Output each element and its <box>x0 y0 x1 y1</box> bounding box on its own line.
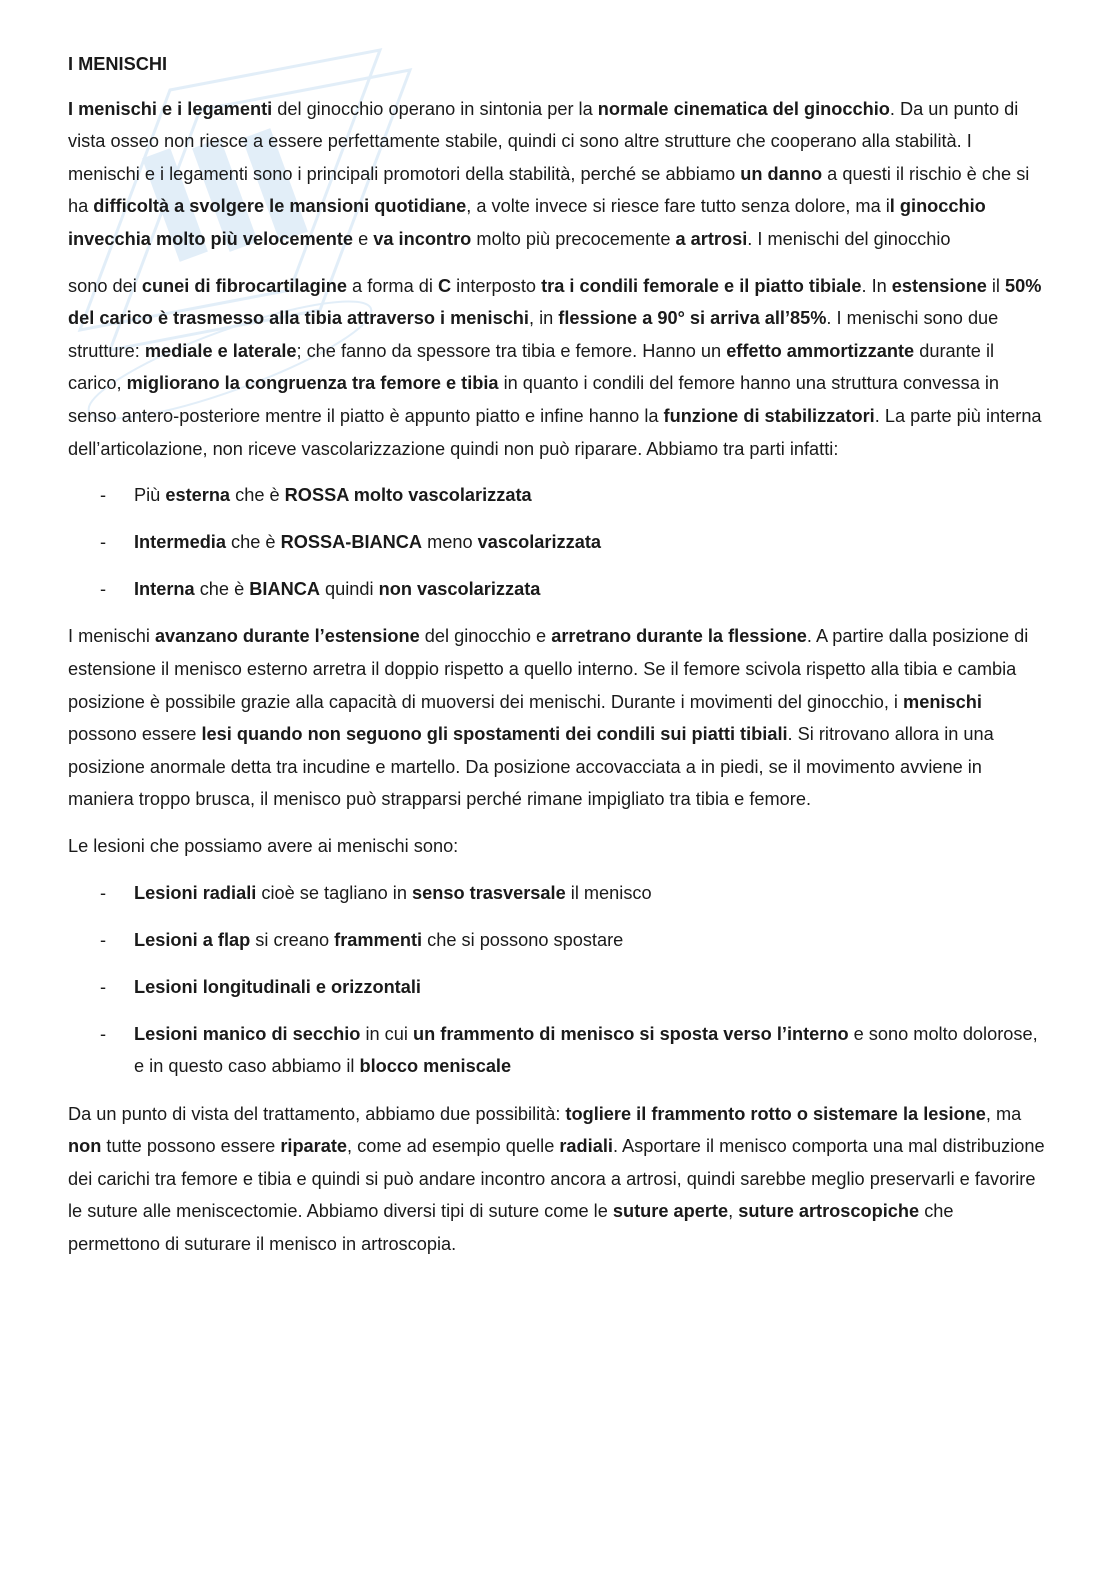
paragraph-intro <box>68 93 1048 256</box>
bold-text-run: menischi <box>903 691 982 712</box>
bold-text-run: mediale e laterale <box>144 340 297 361</box>
bold-text-run: togliere il frammento rotto o sistemare la lesione <box>565 1103 986 1124</box>
paragraph-lesions-intro <box>68 830 1048 863</box>
text-run: del ginocchio e <box>419 626 552 647</box>
bold-text-run: senso trasversale <box>412 882 566 903</box>
bold-text-run: va incontro <box>373 228 472 249</box>
text-run: cioè se tagliano in <box>256 882 413 903</box>
text-run: del ginocchio operano in sintonia per la <box>272 98 598 119</box>
text-run: . Si ritrovano allora in una posizione anormale detta tra incudine e martello. Da posizione accovacciata a in piedi, se il movimento avviene in maniera troppo brusca, il menisco può strapparsi perché rimane impigliato tra tibia e femore. <box>68 724 994 810</box>
text-run: , in <box>528 308 559 329</box>
bold-text-run: un danno <box>740 163 823 184</box>
text-run: . Asportare il menisco comporta una mal distribuzione dei carichi tra femore e tibia e quindi si può andare incontro ancora a artrosi, quindi sarebbe meglio preservarli e favorire le suture alle meniscectomie. Abbiamo diversi tipi di suture come le <box>68 1136 1045 1222</box>
text-run: . In <box>861 275 892 296</box>
bold-text-run: C <box>437 275 452 296</box>
text-run: tutte possono essere <box>101 1136 281 1157</box>
bold-text-run: blocco meniscale <box>359 1056 512 1077</box>
bold-text-run: radiali <box>559 1136 613 1157</box>
text-run: Da un punto di vista del trattamento, abbiamo due possibilità: <box>68 1103 566 1124</box>
bold-text-run: riparate <box>280 1136 348 1157</box>
text-run: meno <box>422 532 478 553</box>
bold-text-run: lesi quando non seguono gli spostamenti dei condili sui piatti tibiali <box>201 724 788 745</box>
document-body <box>68 48 1048 1275</box>
text-run: in cui <box>360 1023 413 1044</box>
bold-text-run: I menischi e i legamenti <box>68 98 273 119</box>
bold-text-run: un frammento di menisco si sposta verso l’interno <box>412 1023 849 1044</box>
text-run: . La parte più interna dell’articolazione, non riceve vascolarizzazione quindi non può riparare. Abbiamo tra parti infatti: <box>68 405 1042 459</box>
text-run: si creano <box>250 929 335 950</box>
bold-text-run: estensione <box>891 275 987 296</box>
bold-text-run: arretrano durante la flessione <box>551 626 807 647</box>
bold-text-run: Intermedia <box>134 532 226 553</box>
text-run: ; che fanno da spessore tra tibia e femore. Hanno un <box>296 340 727 361</box>
bold-text-run: suture aperte <box>612 1201 729 1222</box>
list-bullet-dash: - <box>100 882 107 903</box>
text-run: che permettono di suturare il menisco in artroscopia. <box>68 1201 954 1254</box>
text-run: I menischi <box>68 626 155 647</box>
text-run: che è <box>194 579 250 600</box>
bold-text-run: funzione di stabilizzatori <box>663 405 875 426</box>
text-run: , a volte invece si riesce fare tutto senza dolore, ma i <box>466 196 890 217</box>
text-run: , come ad esempio quelle <box>347 1136 560 1157</box>
bold-text-run: normale cinematica del ginocchio <box>597 98 890 119</box>
paragraph-movement <box>68 620 1048 816</box>
text-run: e sono molto dolorose, e in questo caso abbiamo il <box>134 1023 1038 1077</box>
bold-text-run: Lesioni longitudinali e orizzontali <box>134 976 421 997</box>
list-bullet-dash: - <box>100 976 107 997</box>
text-run: . I menischi del ginocchio <box>747 228 951 249</box>
text-run: , ma <box>985 1103 1022 1124</box>
bold-text-run: Interna <box>134 579 195 600</box>
text-run: a questi il rischio è che si ha <box>68 163 1030 217</box>
text-run: che si possono spostare <box>422 929 624 950</box>
list-bullet-dash: - <box>100 1023 107 1044</box>
lesion-types-list <box>68 877 1048 1083</box>
text-run: quindi <box>319 579 379 600</box>
list-item <box>68 877 1048 910</box>
bold-text-run: difficoltà a svolgere le mansioni quotidiane <box>93 196 467 217</box>
text-run: il <box>986 275 1005 296</box>
text-run: Più <box>134 485 166 506</box>
bold-text-run: non vascolarizzata <box>378 579 541 600</box>
text-run: . I menischi sono due strutture: <box>68 308 999 361</box>
list-bullet-dash: - <box>100 532 107 553</box>
text-run: interposto <box>451 275 542 296</box>
bold-text-run: tra i condili femorale e il piatto tibiale <box>541 275 862 296</box>
bold-text-run: vascolarizzata <box>477 532 602 553</box>
bold-text-run: Lesioni a flap <box>134 929 251 950</box>
text-run: possono essere <box>68 724 202 745</box>
paragraph-structure <box>68 270 1048 466</box>
bold-text-run: Lesioni radiali <box>134 882 257 903</box>
bold-text-run: 50% del carico è trasmesso alla tibia attraverso i menischi <box>68 275 1042 329</box>
bold-text-run: flessione a 90° si arriva all’85% <box>558 308 827 329</box>
list-item <box>68 1018 1048 1083</box>
text-run: che è <box>225 532 281 553</box>
list-item <box>68 526 1048 559</box>
bold-text-run: cunei di fibrocartilagine <box>141 275 347 296</box>
list-item <box>68 924 1048 957</box>
list-item <box>68 479 1048 512</box>
bold-text-run: frammenti <box>334 929 423 950</box>
list-item <box>68 971 1048 1004</box>
paragraph-treatment <box>68 1098 1048 1261</box>
bold-text-run: non <box>68 1136 102 1157</box>
text-run: . A partire dalla posizione di estensione il menisco esterno arretra il doppio rispetto a quello interno. Se il femore scivola rispetto alla tibia e cambia posizione è possibile grazie alla capacità di muoversi dei menischi. Durante i movimenti del ginocchio, i <box>68 626 1029 712</box>
text-run: Le lesioni che possiamo avere ai menischi sono: <box>68 835 459 856</box>
bold-text-run: BIANCA <box>249 579 320 600</box>
text-run: , <box>728 1201 739 1222</box>
list-bullet-dash: - <box>100 485 107 506</box>
bold-text-run: ROSSA molto vascolarizzata <box>284 485 532 506</box>
text-run: . Da un punto di vista osseo non riesce a essere perfettamente stabile, quindi ci sono altre strutture che cooperano alla stabilità. I menischi e i legamenti sono i principali promotori della stabilità, perché se abbiamo <box>68 98 1019 184</box>
bold-text-run: ROSSA-BIANCA <box>280 532 423 553</box>
list-bullet-dash: - <box>100 579 107 600</box>
bold-text-run: l ginocchio invecchia molto più velocemente <box>68 196 986 249</box>
vascular-zones-list <box>68 479 1048 606</box>
list-item <box>68 573 1048 606</box>
bold-text-run: migliorano la congruenza tra femore e tibia <box>126 373 499 394</box>
bold-text-run: avanzano durante l’estensione <box>154 626 420 647</box>
bold-text-run: Lesioni manico di secchio <box>134 1023 361 1044</box>
bold-text-run: effetto ammortizzante <box>726 340 915 361</box>
bold-text-run: suture artroscopiche <box>738 1201 920 1222</box>
text-run: e <box>353 228 374 249</box>
list-bullet-dash: - <box>100 929 107 950</box>
text-run: il menisco <box>565 882 652 903</box>
text-run: in quanto i condili del femore hanno una struttura convessa in senso antero-posteriore mentre il piatto è appunto piatto e infine hanno la <box>68 373 1000 426</box>
text-run: molto più precocemente <box>471 228 676 249</box>
bold-text-run: a artrosi <box>675 228 748 249</box>
bold-text-run: esterna <box>165 485 231 506</box>
page-title: I MENISCHI <box>68 54 168 74</box>
text-run: che è <box>230 485 285 506</box>
text-run: durante il carico, <box>68 340 995 394</box>
text-run: sono dei <box>68 275 142 296</box>
text-run: a forma di <box>346 275 438 296</box>
